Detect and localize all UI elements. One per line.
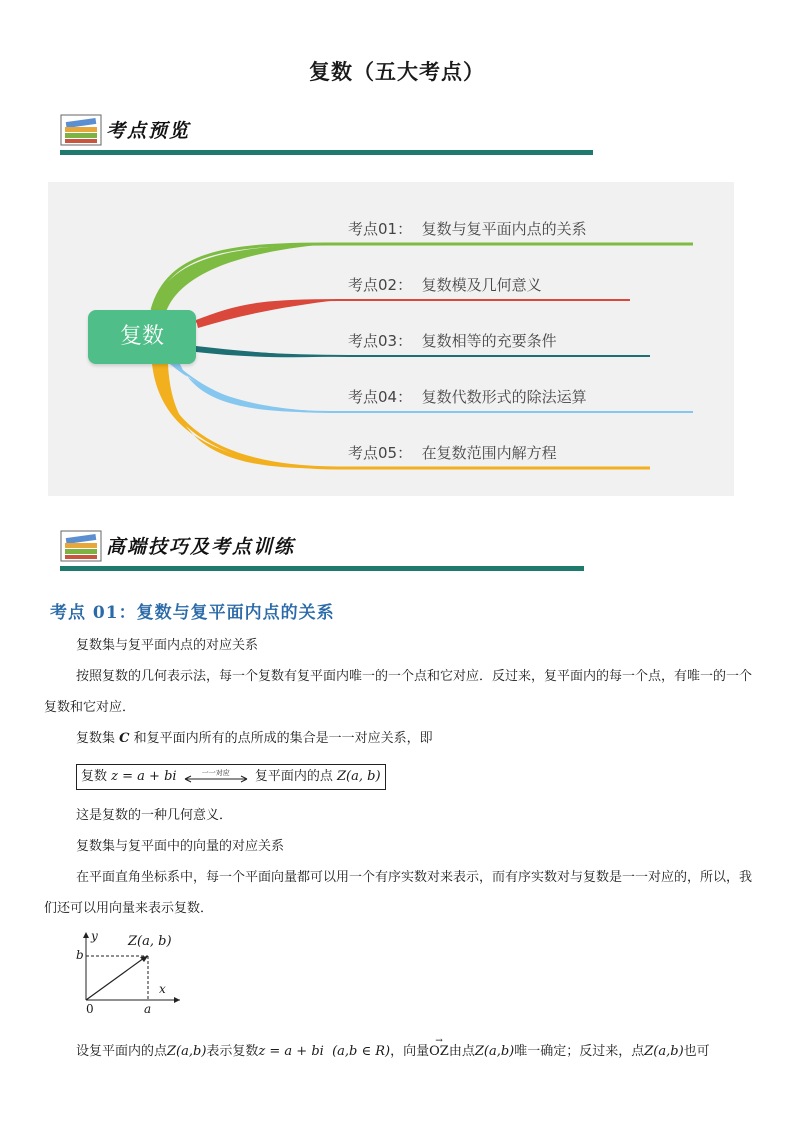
subheading: 复数集与复平面内点的对应关系 (76, 638, 259, 653)
branch-label-5: 考点05： 在复数范围内解方程 (348, 444, 557, 462)
x-axis-label: x (159, 982, 166, 996)
arrow-icon (140, 956, 148, 962)
point-heading: 考点 01：复数与复平面内点的关系 (50, 603, 335, 623)
a-label: a (144, 1002, 152, 1016)
complex-plane-diagram (70, 926, 190, 1018)
formula-right: 复平面内的点 (254, 769, 333, 784)
paragraph: 这是复数的一种几何意义． (76, 808, 233, 823)
section-label: 考点预览 (106, 120, 191, 142)
books-icon (60, 112, 102, 146)
paragraph: 复数集 C 和复平面内所有的点所成的集合是一一对应关系，即 (76, 731, 433, 746)
section-divider (60, 566, 584, 571)
body-text-block-1 (44, 630, 756, 754)
paragraph-last-line: 设复平面内的点Z(a,b)表示复数z = a + bi (a,b ∈ R)，向量 → OZ由点Z(a,b)唯一确定；反过来，点Z(a,b)也可 (76, 1036, 710, 1059)
branch-label-1: 考点01： 复数与复平面内点的关系 (348, 220, 587, 238)
point-label: Z(a, b) (128, 934, 172, 949)
vector-oz-symbol: → OZ (429, 1036, 449, 1059)
section-label: 高端技巧及考点训练 (106, 536, 296, 558)
formula-left: 复数 (81, 769, 108, 784)
vector-oz (86, 958, 144, 1000)
arrow-icon (83, 932, 89, 938)
origin-label: 0 (86, 1002, 94, 1016)
branch-label-2: 考点02： 复数模及几何意义 (348, 276, 542, 294)
branch-fill-4 (170, 364, 338, 412)
mind-map-root: 复数 (88, 310, 196, 364)
arrow-icon (174, 997, 180, 1003)
branch-label-4: 考点04： 复数代数形式的除法运算 (348, 388, 587, 406)
section-divider (60, 150, 593, 155)
page-title: 复数（五大考点） (309, 60, 485, 84)
paragraph: 在平面直角坐标系中，每一个平面向量都可以用一个有序实数对来表示，而有序实数对与复数是一一对应的，所以，我们还可以用向量来表示复数． (44, 870, 753, 916)
branch-fill-5 (152, 364, 338, 468)
correspondence-formula (76, 764, 386, 790)
formula-point: Z(a, b) (337, 769, 381, 784)
paragraph: 按照复数的几何表示法，每一个复数有复平面内唯一的一个点和它对应．反过来，复平面内的每一个点，有唯一的一个复数和它对应． (44, 669, 753, 715)
section-header-training (60, 526, 600, 576)
subheading: 复数集与复平面中的向量的对应关系 (76, 839, 285, 854)
section-header-preview (60, 110, 600, 160)
books-icon (60, 528, 102, 562)
formula-expression: z = a + bi (111, 769, 177, 784)
b-label: b (76, 948, 84, 962)
double-arrow-icon: 一一对应 (181, 765, 251, 789)
branch-label-3: 考点03： 复数相等的充要条件 (348, 332, 557, 350)
mind-map (48, 182, 734, 496)
body-text-block-2 (44, 800, 756, 924)
branch-fill-2 (196, 300, 338, 328)
y-axis-label: y (91, 929, 98, 943)
